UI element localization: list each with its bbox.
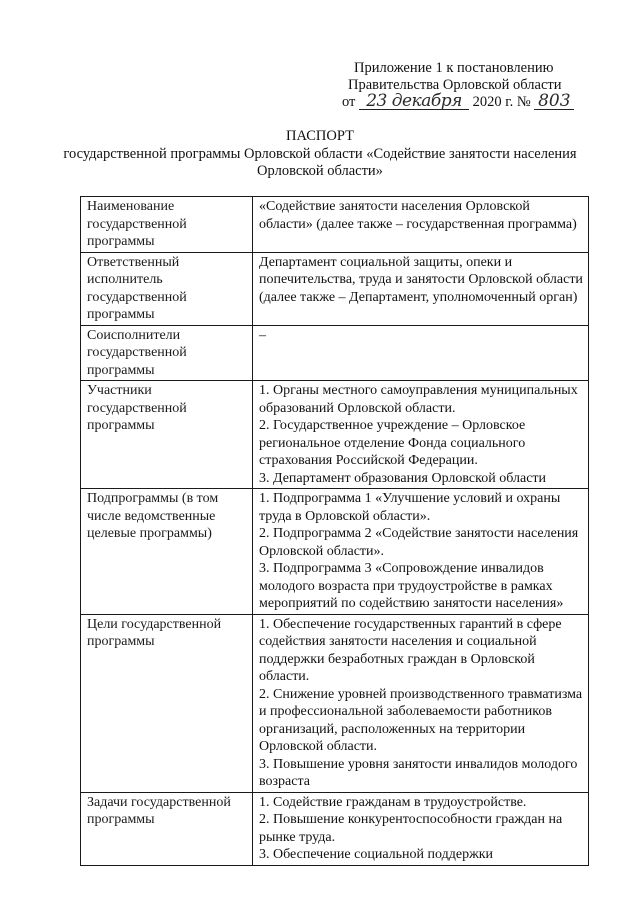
- row-label: Ответственный исполнитель государственной программы: [81, 252, 253, 325]
- table-row: [81, 381, 589, 489]
- row-value: [253, 489, 589, 615]
- value-line: 1. Органы местного самоуправления муниципальных образований Орловской области.: [259, 383, 578, 416]
- table-row: [81, 614, 589, 792]
- row-value: [253, 252, 589, 325]
- value-line: 2. Подпрограмма 2 «Содействие занятости населения Орловской области».: [259, 526, 579, 559]
- handwritten-date: 23 декабря: [359, 94, 469, 110]
- appendix-header: [338, 60, 588, 111]
- row-label: Задачи государственной программы: [81, 792, 253, 865]
- title-subtitle: государственной программы Орловской области «Содействие занятости населения Орловской области»: [63, 146, 577, 179]
- row-value: [253, 614, 589, 792]
- value-line: 3. Подпрограмма 3 «Сопровождение инвалидов молодого возраста при трудоустройстве в рамках мероприятий по содействию занятости населения»: [259, 561, 564, 611]
- value-line: 3. Департамент образования Орловской области: [259, 470, 547, 486]
- table-row: [81, 252, 589, 325]
- value-line: 1. Подпрограмма 1 «Улучшение условий и охраны труда в Орловской области».: [259, 491, 561, 524]
- row-label: Наименование государственной программы: [81, 197, 253, 253]
- row-label: Цели государственной программы: [81, 614, 253, 792]
- value-line: 1. Обеспечение государственных гарантий в сфере содействия занятости населения и социальной поддержки безработных граждан в Орловской области.: [259, 616, 562, 684]
- table-row: [81, 489, 589, 615]
- row-label: Участники государственной программы: [81, 381, 253, 489]
- value-line: «Содействие занятости населения Орловской области» (далее также – государственная программа): [259, 199, 577, 232]
- row-value: [253, 792, 589, 865]
- date-prefix: от: [342, 94, 356, 110]
- appendix-line-1: Приложение 1 к постановлению: [354, 60, 554, 76]
- value-line: 2. Повышение конкурентоспособности граждан на рынке труда.: [259, 812, 563, 845]
- value-line: Департамент социальной защиты, опеки и попечительства, труда и занятости Орловской области (далее также – Департамент, уполномоченный орган): [259, 254, 583, 305]
- value-line: 2. Государственное учреждение – Орловское региональное отделение Фонда социального страхования Российской Федерации.: [259, 418, 526, 468]
- year-and-number-label: 2020 г. №: [472, 94, 531, 110]
- row-value: [253, 381, 589, 489]
- value-line: 2. Снижение уровней производственного травматизма и профессиональной заболеваемости работников организаций, расположенных на территории Орловской области.: [259, 686, 583, 754]
- title-main: ПАСПОРТ: [286, 128, 354, 144]
- appendix-line-2: Правительства Орловской области: [348, 77, 562, 93]
- document-title: [60, 128, 580, 180]
- value-line: –: [259, 327, 266, 343]
- row-label: Соисполнители государственной программы: [81, 325, 253, 381]
- table-row: [81, 325, 589, 381]
- row-value: [253, 325, 589, 381]
- value-line: 3. Повышение уровня занятости инвалидов молодого возраста: [259, 756, 578, 789]
- value-line: 1. Содействие гражданам в трудоустройстве.: [259, 794, 527, 810]
- table-row: [81, 792, 589, 865]
- table-row: [81, 197, 589, 253]
- value-line: 3. Обеспечение социальной поддержки: [259, 847, 494, 862]
- appendix-line-3: [338, 91, 588, 111]
- row-label: Подпрограммы (в том числе ведомственные целевые программы): [81, 489, 253, 615]
- passport-table: [80, 196, 589, 866]
- handwritten-number: 803: [534, 94, 574, 110]
- row-value: [253, 197, 589, 253]
